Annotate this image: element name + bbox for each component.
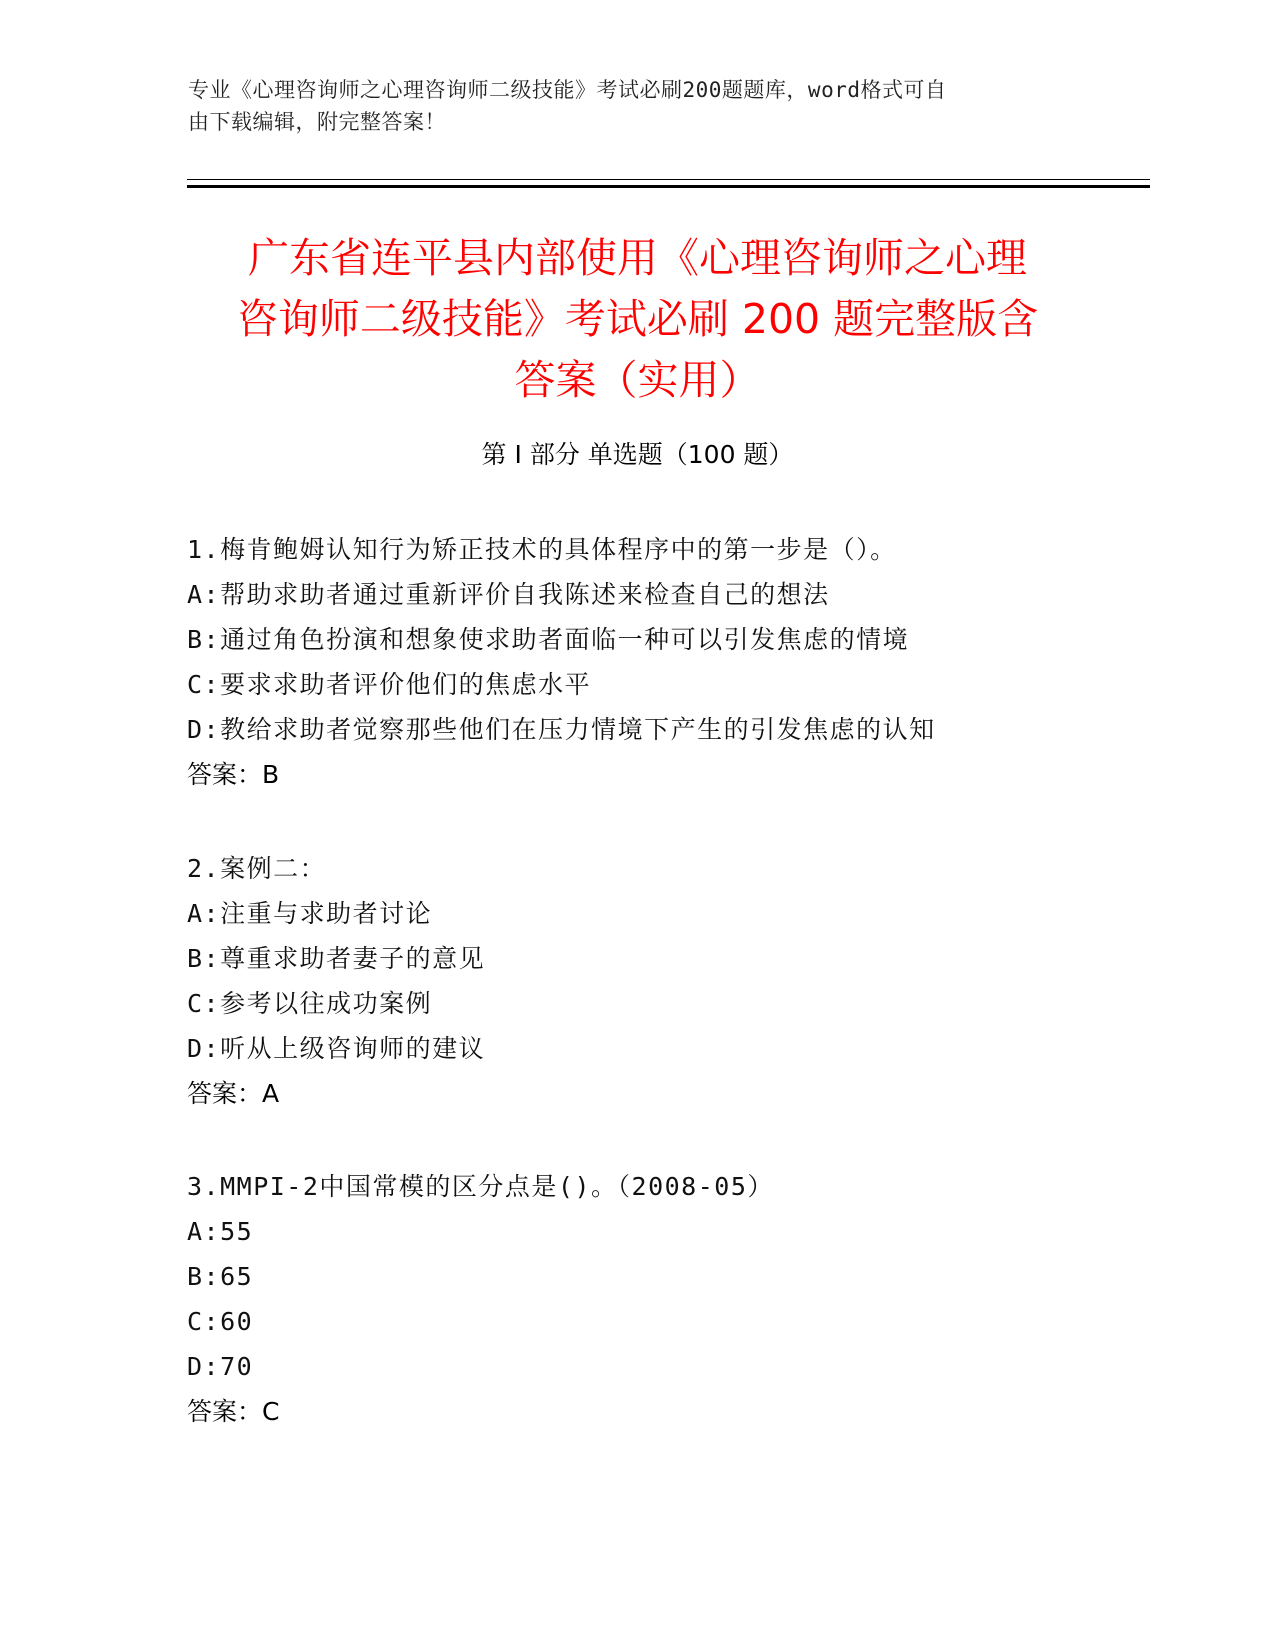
option-a: A:55 xyxy=(187,1217,254,1246)
header-divider-thick xyxy=(187,185,1150,188)
question-1 xyxy=(187,527,1147,797)
option-c: C:60 xyxy=(187,1307,254,1336)
option-a: A:帮助求助者通过重新评价自我陈述来检查自己的想法 xyxy=(187,580,830,609)
option-b: B:65 xyxy=(187,1262,254,1291)
option-d: D:70 xyxy=(187,1352,254,1381)
question-stem: 1.梅肯鲍姆认知行为矫正技术的具体程序中的第一步是（）。 xyxy=(187,535,897,564)
document-title xyxy=(160,228,1115,411)
answer-label: 答案：C xyxy=(187,1397,280,1426)
document-title-line-1: 广东省连平县内部使用《心理咨询师之心理 xyxy=(248,234,1027,282)
header-note-line-2: 由下载编辑，附完整答案！ xyxy=(188,110,446,134)
option-d: D:教给求助者觉察那些他们在压力情境下产生的引发焦虑的认知 xyxy=(187,715,936,744)
option-b: B:通过角色扮演和想象使求助者面临一种可以引发焦虑的情境 xyxy=(187,625,910,654)
header-note-line-1: 专业《心理咨询师之心理咨询师二级技能》考试必刷200题题库，word格式可自 xyxy=(188,78,947,102)
option-c: C:参考以往成功案例 xyxy=(187,989,433,1018)
option-d: D:听从上级咨询师的建议 xyxy=(187,1034,486,1063)
document-title-line-2: 咨询师二级技能》考试必刷 200 题完整版含 xyxy=(236,295,1039,343)
header-divider-thin xyxy=(187,179,1150,180)
question-stem: 2.案例二： xyxy=(187,854,327,883)
question-3 xyxy=(187,1164,1147,1434)
question-stem: 3.MMPI-2中国常模的区分点是()。（2008-05） xyxy=(187,1172,774,1201)
document-title-line-3: 答案（实用） xyxy=(514,356,761,404)
header-note xyxy=(188,74,1068,138)
question-2 xyxy=(187,846,1147,1116)
answer-label: 答案：A xyxy=(187,1079,280,1108)
answer-label: 答案：B xyxy=(187,760,280,789)
option-c: C:要求求助者评价他们的焦虑水平 xyxy=(187,670,592,699)
option-a: A:注重与求助者讨论 xyxy=(187,899,433,928)
section-heading: 第 I 部分 单选题（100 题） xyxy=(481,440,794,469)
option-b: B:尊重求助者妻子的意见 xyxy=(187,944,486,973)
